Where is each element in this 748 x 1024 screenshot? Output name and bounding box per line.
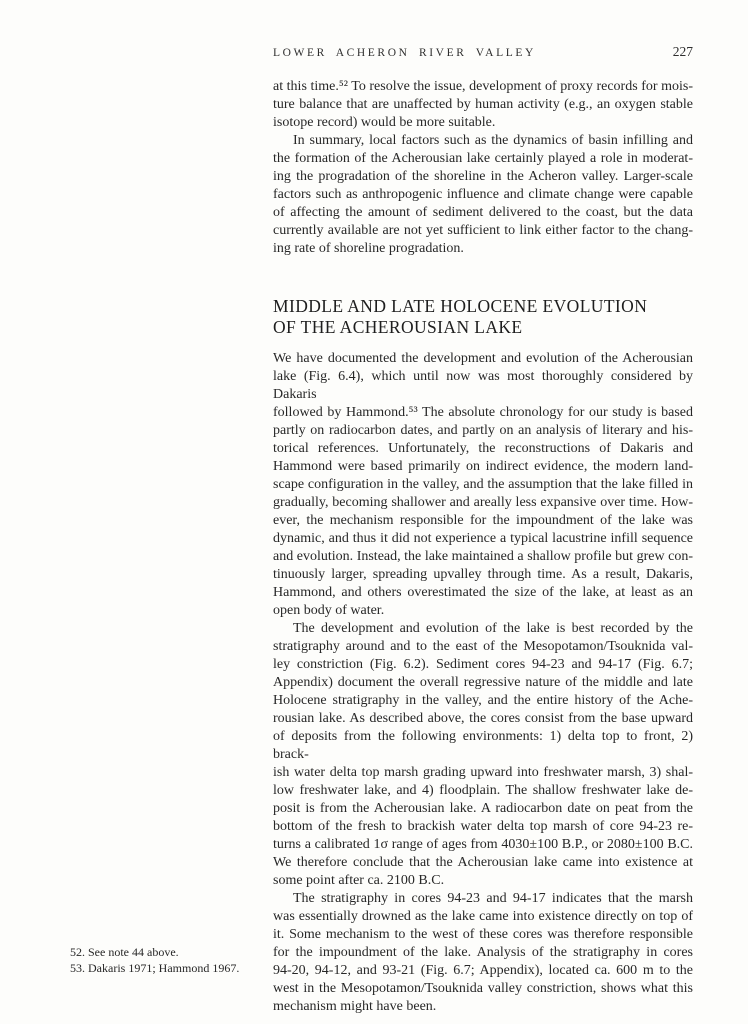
text-line: bottom of the fresh to brackish water delta top marsh of core 94-23 re- xyxy=(273,819,693,834)
text-line: turns a calibrated 1σ range of ages from 4030±100 B.P., or 2080±100 B.C. xyxy=(273,837,693,852)
text-line: lake (Fig. 6.4), which until now was most thoroughly considered by Dakaris xyxy=(273,369,693,402)
body-text-column xyxy=(273,78,693,1016)
text-line: ever, the mechanism responsible for the impoundment of the lake was xyxy=(273,513,693,528)
text-line: of deposits from the following environments: 1) delta top to front, 2) brack- xyxy=(273,729,693,762)
text-line: ture balance that are unaffected by human activity (e.g., an oxygen stable xyxy=(273,97,693,112)
text-line: at this time.⁵² To resolve the issue, development of proxy records for mois- xyxy=(273,79,693,94)
paragraph xyxy=(273,890,693,1016)
text-line: mechanism might have been. xyxy=(273,999,437,1014)
text-line: west in the Mesopotamon/Tsouknida valley constriction, shows what this xyxy=(273,981,693,996)
paragraph xyxy=(273,620,693,890)
text-line: of affecting the amount of sediment delivered to the coast, but the data xyxy=(273,205,693,220)
text-line: stratigraphy around and to the east of the Mesopotamon/Tsouknida val- xyxy=(273,639,693,654)
page-number: 227 xyxy=(672,44,693,59)
text-line: and evolution. Instead, the lake maintained a shallow profile but grew con- xyxy=(273,549,693,564)
text-line: it. Some mechanism to the west of these cores was therefore responsible xyxy=(273,927,693,942)
text-line: Hammond were based primarily on indirect evidence, the modern land- xyxy=(273,459,693,474)
text-line: some point after ca. 2100 B.C. xyxy=(273,873,445,888)
text-line: ley constriction (Fig. 6.2). Sediment cores 94-23 and 94-17 (Fig. 6.7; xyxy=(273,657,693,672)
text-line: 94-20, 94-12, and 93-21 (Fig. 6.7; Appendix), located ca. 600 m to the xyxy=(273,963,693,978)
section-heading xyxy=(273,296,693,338)
running-head: LOWER ACHERON RIVER VALLEY xyxy=(273,47,536,59)
text-line: Appendix) document the overall regressive nature of the middle and late xyxy=(273,675,693,690)
text-line: factors such as anthropogenic influence and climate change were capable xyxy=(273,187,693,202)
text-line: dynamic, and thus it did not experience a typical lacustrine infill sequence xyxy=(273,531,693,546)
text-line: tinuously larger, spreading upvalley through time. As a result, Dakaris, xyxy=(273,567,693,582)
text-line: ing the progradation of the shoreline in the Acheron valley. Larger-scale xyxy=(273,169,693,184)
page-header xyxy=(273,44,693,60)
footnotes xyxy=(70,944,270,976)
text-line: partly on radiocarbon dates, and partly on an analysis of literary and his- xyxy=(273,423,693,438)
text-line: ish water delta top marsh grading upward into freshwater marsh, 3) shal- xyxy=(273,765,693,780)
text-line: rousian lake. As described above, the cores consist from the base upward xyxy=(273,711,693,726)
text-line: torical references. Unfortunately, the reconstructions of Dakaris and xyxy=(273,441,693,456)
text-line: for the impoundment of the lake. Analysis of the stratigraphy in cores xyxy=(273,945,693,960)
text-line: gradually, becoming shallower and areally less expansive over time. How- xyxy=(273,495,693,510)
text-line: currently available are not yet sufficient to link either factor to the chang- xyxy=(273,223,693,238)
text-line: The stratigraphy in cores 94-23 and 94-17 indicates that the marsh xyxy=(293,891,693,906)
paragraph xyxy=(273,78,693,132)
paragraph xyxy=(273,132,693,258)
text-line: followed by Hammond.⁵³ The absolute chronology for our study is based xyxy=(273,405,693,420)
text-line: was essentially drowned as the lake came into existence directly on top of xyxy=(273,909,693,924)
footnote: 52. See note 44 above. xyxy=(70,945,179,959)
text-line: isotope record) would be more suitable. xyxy=(273,115,496,130)
footnote: 53. Dakaris 1971; Hammond 1967. xyxy=(70,961,240,975)
text-line: We therefore conclude that the Acherousian lake came into existence at xyxy=(273,855,693,870)
text-line: We have documented the development and evolution of the Acherousian xyxy=(273,351,693,366)
section-heading-line: OF THE ACHEROUSIAN LAKE xyxy=(273,317,523,337)
text-line: ing rate of shoreline progradation. xyxy=(273,241,464,256)
text-line: the formation of the Acherousian lake certainly played a role in moderat- xyxy=(273,151,693,166)
text-line: Hammond, and others overestimated the size of the lake, at least as an xyxy=(273,585,693,600)
text-line: open body of water. xyxy=(273,603,385,618)
text-line: The development and evolution of the lake is best recorded by the xyxy=(293,621,693,636)
text-line: Holocene stratigraphy in the valley, and the entire history of the Ache- xyxy=(273,693,693,708)
section-heading-line: MIDDLE AND LATE HOLOCENE EVOLUTION xyxy=(273,296,648,316)
paragraph xyxy=(273,350,693,620)
text-line: low freshwater lake, and 4) floodplain. The shallow freshwater lake de- xyxy=(273,783,693,798)
text-line: scape configuration in the valley, and the assumption that the lake filled in xyxy=(273,477,693,492)
text-line: In summary, local factors such as the dynamics of basin infilling and xyxy=(293,133,693,148)
text-line: posit is from the Acherousian lake. A radiocarbon date on peat from the xyxy=(273,801,693,816)
